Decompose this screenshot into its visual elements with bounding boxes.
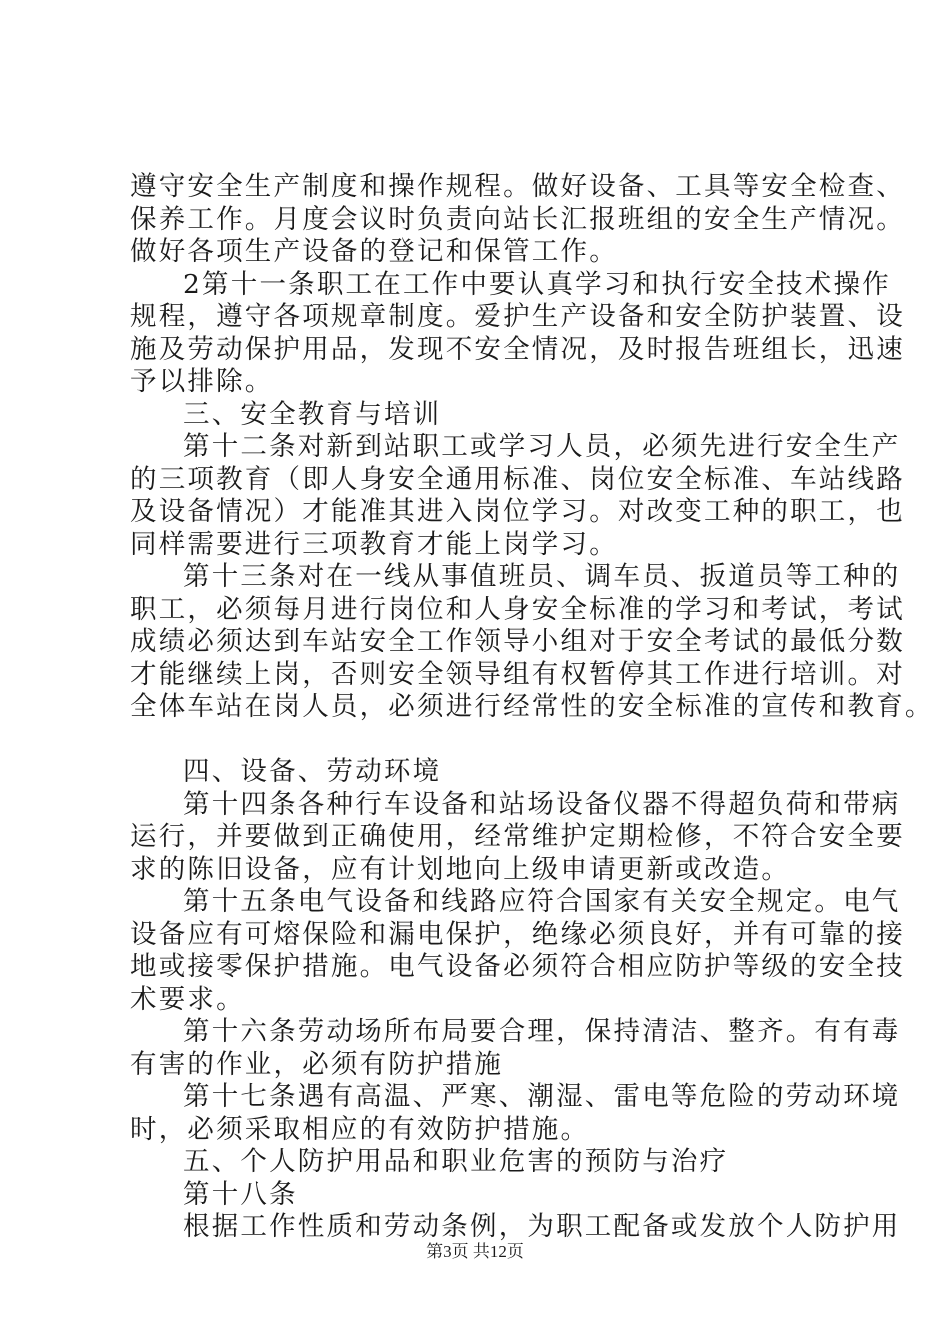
text-line: 设备应有可熔保险和漏电保护，绝缘必须良好，并有可靠的接 xyxy=(130,918,905,950)
text-line: 才能继续上岗，否则安全领导组有权暂停其工作进行培训。对 xyxy=(130,658,905,690)
document-body xyxy=(130,171,934,1244)
text-line: 地或接零保护措施。电气设备必须符合相应防护等级的安全技 xyxy=(130,951,905,982)
text-line: 时，必须采取相应的有效防护措施。 xyxy=(130,1113,590,1145)
text-line: 根据工作性质和劳动条例，为职工配备或发放个人防护用 xyxy=(183,1211,901,1242)
text-line: 成绩必须达到车站安全工作领导小组对于安全考试的最低分数 xyxy=(130,626,905,657)
text-line: 2第十一条职工在工作中要认真学习和执行安全技术操作 xyxy=(183,268,891,300)
text-line: 第十四条各种行车设备和站场设备仪器不得超负荷和带病 xyxy=(183,788,901,820)
text-line: 三、安全教育与培训 xyxy=(183,398,442,430)
text-line: 五、个人防护用品和职业危害的预防与治疗 xyxy=(183,1146,729,1177)
text-line: 第十六条劳动场所布局要合理，保持清洁、整齐。有有毒 xyxy=(183,1016,901,1047)
text-line: 予以排除。 xyxy=(130,366,274,397)
text-line: 遵守安全生产制度和操作规程。做好设备、工具等安全检查、 xyxy=(130,171,905,202)
text-line: 第十八条 xyxy=(183,1178,298,1210)
text-line: 同样需要进行三项教育才能上岗学习。 xyxy=(130,528,618,560)
text-line: 第十三条对在一线从事值班员、调车员、扳道员等工种的 xyxy=(183,561,901,592)
text-line: 四、设备、劳动环境 xyxy=(183,756,442,787)
blank-line xyxy=(130,724,850,757)
text-line: 保养工作。月度会议时负责向站长汇报班组的安全生产情况。 xyxy=(130,203,905,235)
text-line: 运行，并要做到正确使用，经常维护定期检修，不符合安全要 xyxy=(130,821,905,852)
page-footer: 第3页 共12页 xyxy=(426,1242,524,1261)
text-line: 的三项教育（即人身安全通用标准、岗位安全标准、车站线路 xyxy=(130,463,905,495)
text-line: 施及劳动保护用品，发现不安全情况，及时报告班组长，迅速 xyxy=(130,333,905,365)
text-line: 第十七条遇有高温、严寒、潮湿、雷电等危险的劳动环境 xyxy=(183,1081,901,1112)
text-line: 第十五条电气设备和线路应符合国家有关安全规定。电气 xyxy=(183,886,901,917)
text-line: 做好各项生产设备的登记和保管工作。 xyxy=(130,236,618,267)
text-line: 全体车站在岗人员，必须进行经常性的安全标准的宣传和教育。 xyxy=(130,691,934,722)
text-line: 术要求。 xyxy=(130,983,245,1015)
text-line: 求的陈旧设备，应有计划地向上级申请更新或改造。 xyxy=(130,853,791,885)
text-line: 职工，必须每月进行岗位和人身安全标准的学习和考试，考试 xyxy=(130,593,905,625)
text-line: 第十二条对新到站职工或学习人员，必须先进行安全生产 xyxy=(183,431,901,462)
text-line: 规程，遵守各项规章制度。爱护生产设备和安全防护装置、设 xyxy=(130,301,905,332)
text-line: 及设备情况）才能准其进入岗位学习。对改变工种的职工，也 xyxy=(130,496,905,527)
text-line: 有害的作业，必须有防护措施 xyxy=(130,1048,504,1080)
